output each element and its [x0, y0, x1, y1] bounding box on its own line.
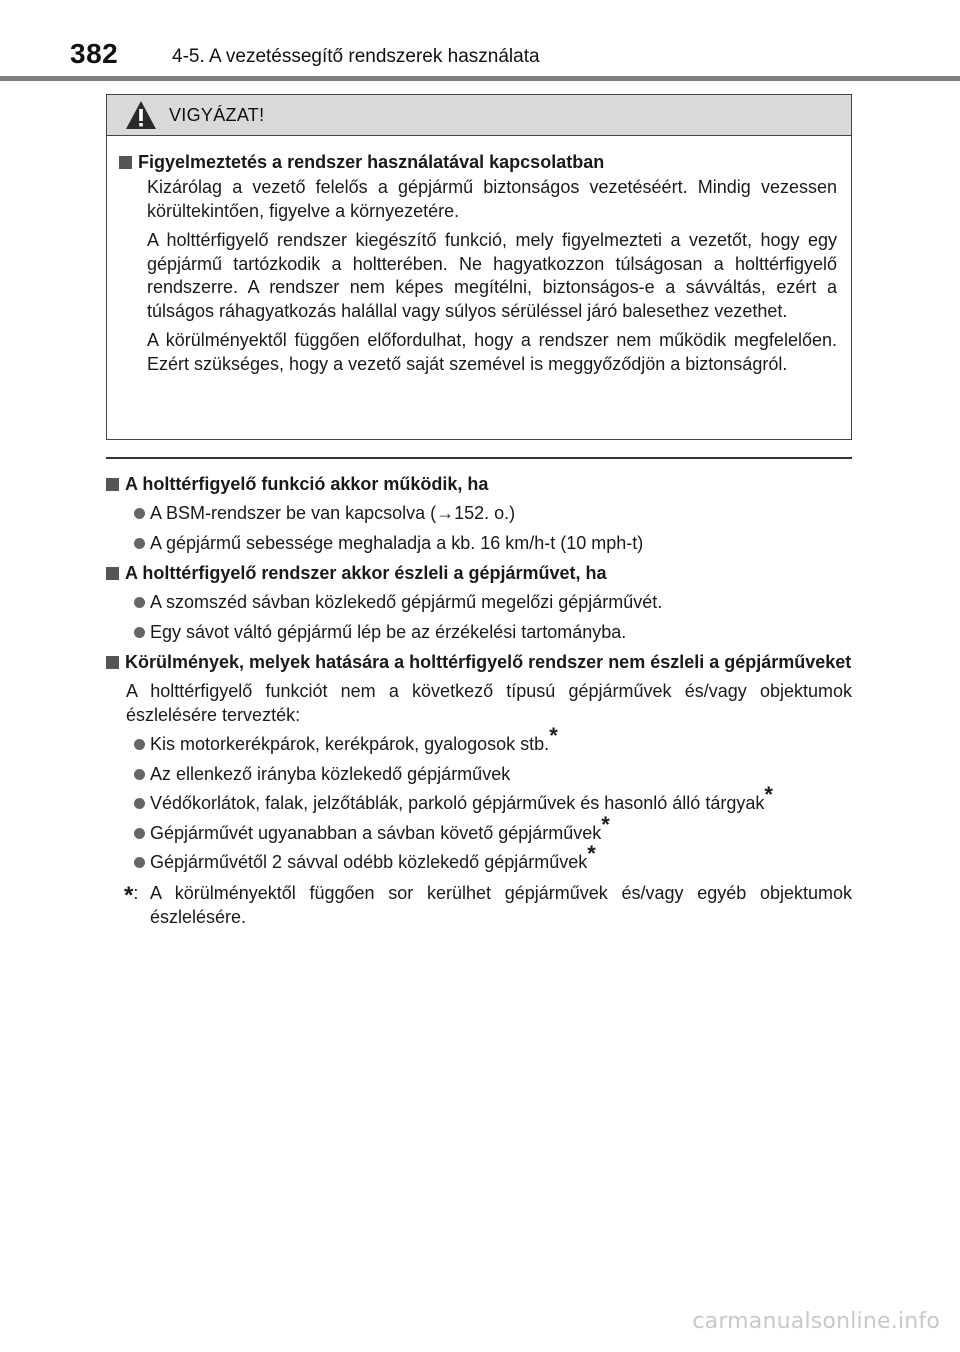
warning-title: VIGYÁZAT! [169, 104, 265, 125]
section-heading [106, 472, 852, 496]
list-item-text: Az ellenkező irányba közlekedő gépjárművek [150, 763, 511, 784]
footnote-star: * [587, 841, 596, 866]
round-bullet-icon [134, 739, 145, 750]
round-bullet-icon [134, 597, 145, 608]
list-item-text: A szomszéd sávban közlekedő gépjármű megelőzi gépjárművét. [150, 592, 663, 612]
list-item-text [150, 723, 852, 757]
footnote [124, 881, 852, 929]
list-item-label: Gépjárművétől 2 sávval odébb közlekedő gépjárművek [150, 852, 588, 872]
list-item-label: Gépjárművét ugyanabban a sávban követő gépjárművek [150, 822, 602, 843]
footnote-mark [124, 881, 150, 929]
list-item-label: Védőkorlátok, falak, jelzőtáblák, parkoló gépjárművek és hasonló álló tárgyak [150, 793, 765, 813]
list-item-text: A gépjármű sebessége meghaladja a kb. 16 km/h-t (10 mph-t) [150, 532, 644, 553]
warning-body [107, 136, 851, 376]
list-item-text: A BSM-rendszer be van kapcsolva (→152. o.) [150, 503, 516, 523]
section-heading-text: A holttérfigyelő rendszer akkor észleli a gépjárművet, ha [125, 563, 607, 583]
list-item-text: Egy sávot váltó gépjármű lép be az érzékelési tartományba. [150, 621, 627, 642]
footnote-separator: : [133, 882, 139, 903]
round-bullet-icon [134, 828, 145, 839]
square-bullet-icon [106, 567, 119, 580]
main-content [106, 472, 852, 929]
watermark: carmanualsonline.info [692, 1309, 940, 1334]
list-item-text [150, 811, 852, 846]
square-bullet-icon [106, 656, 119, 669]
round-bullet-icon [134, 627, 145, 638]
list-item [134, 811, 852, 846]
warning-header [107, 95, 851, 136]
warning-paragraph: A holttérfigyelő rendszer kiegészítő funkció, mely figyelmezteti a vezetőt, hogy egy gépjármű tartózkodik a holtterében. Ne hagyatkozzon túlságosan a holttérfigyelő rendszerre. A rendszer nem képes megítélni, biztonságos-e a sávváltás, ezért a túlságos ráhagyatkozás halállal vagy súlyos sérüléssel járó balesethez vezethet. [147, 230, 837, 321]
warning-box [106, 94, 852, 440]
running-head: 4-5. A vezetéssegítő rendszerek használata [172, 46, 540, 67]
footnote-star: * [549, 723, 558, 748]
list-item [134, 532, 852, 556]
round-bullet-icon [134, 508, 145, 519]
round-bullet-icon [134, 538, 145, 549]
list-item [134, 782, 852, 816]
header-rule [0, 76, 960, 81]
section-heading-text: Körülmények, melyek hatására a holttérfigyelő rendszer nem észleli a gépjárműveket [125, 652, 852, 672]
square-bullet-icon [106, 478, 119, 491]
list-item [134, 763, 852, 787]
footnote-star: * [124, 881, 134, 909]
list-item [134, 841, 852, 875]
list-item [134, 591, 852, 615]
separator-rule [106, 457, 852, 459]
list-item [134, 621, 852, 645]
warning-paragraph: Kizárólag a vezető felelős a gépjármű biztonságos vezetéséért. Mindig vezessen körültekintően, figyelve a környezetére. [147, 177, 837, 221]
warning-triangle-icon [125, 98, 159, 132]
list-item [134, 723, 852, 757]
section-heading [106, 561, 852, 585]
list-item-text [150, 841, 852, 875]
square-bullet-icon [119, 156, 132, 169]
warning-heading [119, 150, 837, 174]
round-bullet-icon [134, 769, 145, 780]
list-item-label: Kis motorkerékpárok, kerékpárok, gyalogosok stb. [150, 734, 550, 754]
warning-paragraph: A körülményektől függően előfordulhat, hogy a rendszer nem működik megfelelően. Ezért szükséges, hogy a vezető saját szemével is meggyőződjön a biztonságról. [147, 330, 837, 374]
warning-heading-text: Figyelmeztetés a rendszer használatával kapcsolatban [138, 152, 605, 172]
section-heading [106, 650, 852, 674]
footnote-text: A körülményektől függően sor kerülhet gépjárművek és/vagy egyéb objektumok észlelésére. [150, 882, 852, 927]
section-heading-text: A holttérfigyelő funkció akkor működik, ha [125, 474, 489, 494]
list-item [134, 502, 852, 526]
footnote-star: * [764, 782, 773, 807]
page-number: 382 [70, 38, 119, 69]
round-bullet-icon [134, 857, 145, 868]
list-item-text [150, 782, 852, 816]
footnote-star: * [601, 811, 610, 837]
round-bullet-icon [134, 798, 145, 809]
section-intro: A holttérfigyelő funkciót nem a következő típusú gépjárművek és/vagy objektumok észlelésére tervezték: [126, 681, 852, 725]
